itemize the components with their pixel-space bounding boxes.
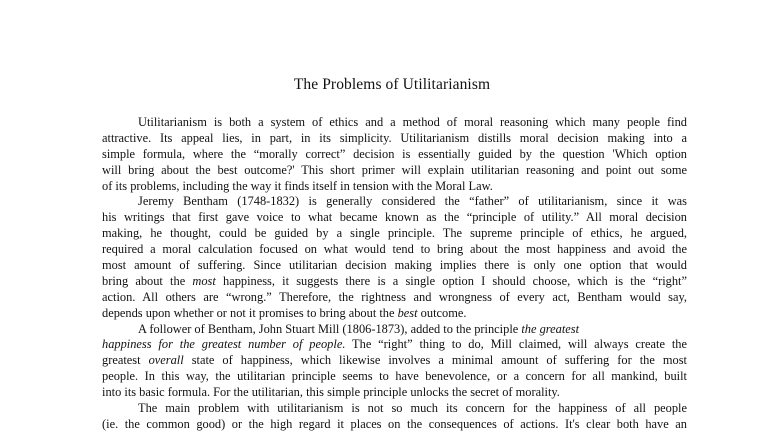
- text-run: simple formula, where the “morally correct” decision is essentially guided by the question 'Which option: [102, 146, 687, 161]
- text-run: will bring about the best outcome?' This short primer will explain utilitarian reasoning and point out some: [102, 162, 687, 177]
- document-title: The Problems of Utilitarianism: [293, 76, 491, 93]
- text-run: bring about the: [102, 273, 193, 288]
- text-line: [102, 131, 687, 147]
- text-line: [102, 115, 687, 131]
- text-run: of its problems, including the way it finds itself in tension with the Moral Law.: [102, 178, 493, 193]
- text-run: depends upon whether or not it promises to bring about the: [102, 305, 398, 320]
- text-line: [102, 258, 687, 274]
- text-line: [102, 163, 687, 179]
- text-run: A follower of Bentham, John Stuart Mill (1806-1873), added to the principle: [138, 321, 522, 336]
- text-run: (ie. the common good) or the high regard it places on the consequences of actions. It's clear both have an: [102, 416, 687, 431]
- text-run: happiness, it suggests there is a single option I should choose, which is the “right”: [215, 273, 687, 288]
- text-run: Utilitarianism is both a system of ethics and a method of moral reasoning which many people find: [138, 115, 687, 129]
- text-line: [102, 417, 687, 433]
- italic-text: best: [397, 305, 418, 320]
- text-line: [102, 242, 687, 258]
- text-run: Jeremy Bentham (1748-1832) is generally considered the “father” of utilitarianism, since it was: [138, 194, 687, 209]
- text-line: [102, 210, 687, 226]
- text-run: required a moral calculation focused on what would tend to bring about the most happiness and avoid the: [102, 242, 687, 257]
- text-line: [102, 147, 687, 163]
- text-run: outcome.: [417, 305, 467, 320]
- italic-text: most: [192, 273, 216, 288]
- text-run: The “right” thing to do, Mill claimed, will always create the: [345, 337, 687, 352]
- text-line: [102, 194, 687, 210]
- text-line: [102, 353, 687, 369]
- text-run: attractive. Its appeal lies, in part, in its simplicity. Utilitarianism distills moral decision making into a: [102, 130, 687, 145]
- text-line: [102, 179, 687, 195]
- text-run: his writings that first gave voice to what became known as the “principle of utility.” All moral decision: [102, 210, 687, 225]
- text-line: [102, 322, 687, 338]
- text-line: [102, 274, 687, 290]
- italic-text: overall: [148, 353, 184, 368]
- text-line: [102, 306, 687, 322]
- text-line: [102, 290, 687, 306]
- text-run: action. All others are “wrong.” Therefore, the rightness and wrongness of every act, Bentham would say,: [102, 289, 687, 304]
- text-line: [102, 226, 687, 242]
- document-body: [102, 115, 687, 433]
- text-line: [102, 369, 687, 385]
- text-run: The main problem with utilitarianism is not so much its concern for the happiness of all people: [138, 401, 687, 416]
- text-run: into its basic formula. For the utilitarian, this simple principle unlocks the secret of morality.: [102, 385, 560, 400]
- italic-text: the greatest: [521, 321, 580, 336]
- text-run: people. In this way, the utilitarian principle seems to have benevolence, or a concern for all mankind, built: [102, 369, 687, 384]
- text-run: making, he thought, could be guided by a single principle. The supreme principle of ethics, he argued,: [102, 226, 687, 241]
- text-line: [102, 385, 687, 401]
- text-run: greatest: [102, 353, 149, 368]
- text-line: [102, 401, 687, 417]
- italic-text: happiness for the greatest number of people.: [102, 337, 346, 352]
- text-line: [102, 337, 687, 353]
- text-run: state of happiness, which likewise involves a minimal amount of suffering for the most: [183, 353, 687, 368]
- text-run: most amount of suffering. Since utilitarian decision making implies there is only one option that would: [102, 258, 687, 273]
